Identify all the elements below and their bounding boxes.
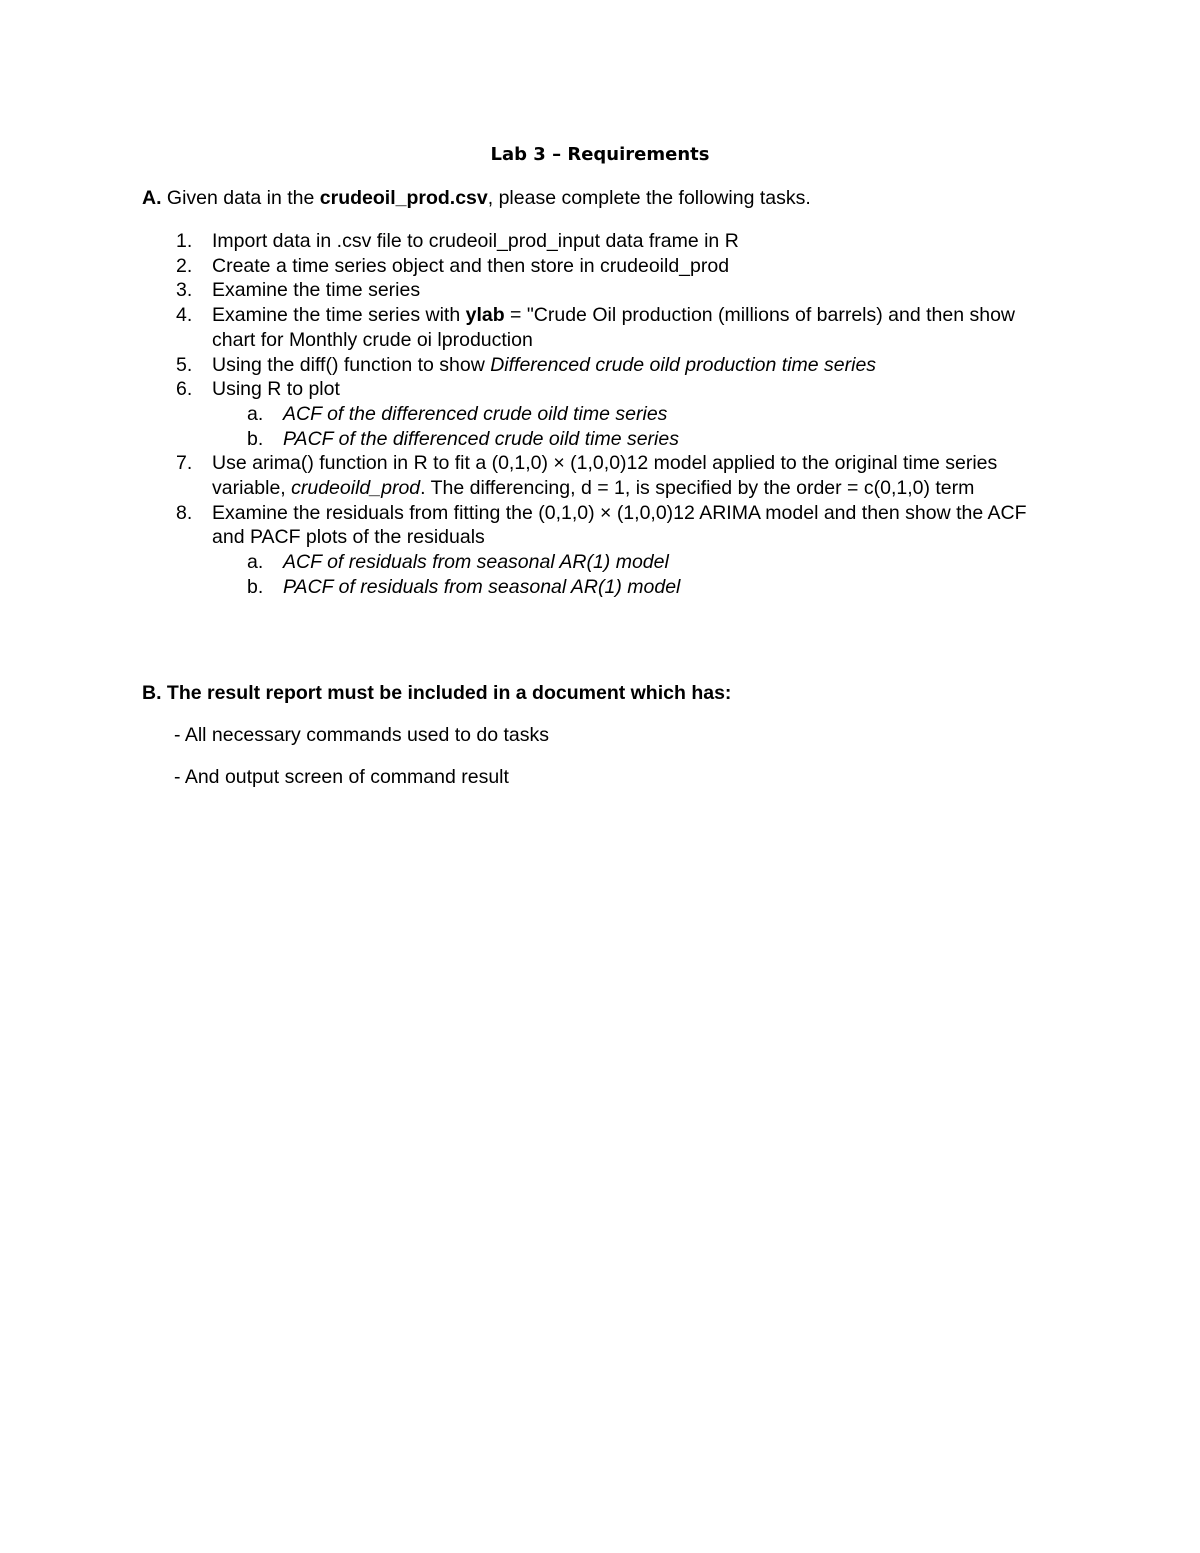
task-number: 8.: [176, 501, 193, 524]
section-a-label: A.: [142, 187, 162, 209]
task-item-1: [142, 229, 1062, 254]
section-a-intro: [142, 186, 811, 211]
task-text-before: Using the diff() function to show: [212, 353, 491, 376]
subtask-letter: a.: [247, 551, 264, 574]
subtask-item-6a: [142, 402, 1062, 427]
task-item-7: [142, 451, 1062, 500]
ylab-keyword: ylab: [465, 304, 505, 327]
subtask-letter: b.: [247, 575, 264, 598]
task-text: Import data in .csv file to crudeoil_prod_input data frame in R: [212, 230, 739, 252]
task-text-after: = "Crude Oil production (millions of barrels) and then show chart for Monthly crude oi lproduction: [212, 304, 1016, 351]
task-text-after: . The differencing, d = 1, is specified by the order = c(0,1,0) term: [420, 477, 975, 500]
intro-text-after: , please complete the following tasks.: [487, 187, 811, 209]
task-text: Examine the time series: [212, 279, 421, 302]
task-number: 1.: [176, 230, 193, 252]
task-text: Create a time series object and then store in crudeoild_prod: [212, 254, 730, 277]
page-title: Lab 3 – Requirements: [490, 144, 710, 165]
task-number: 6.: [176, 378, 193, 401]
task-number: 4.: [176, 304, 193, 327]
subtask-item-8a: [142, 550, 1062, 575]
subtask-letter: b.: [247, 427, 264, 450]
task-item-8: [142, 501, 1062, 550]
task-text-italic: Differenced crude oild production time series: [490, 353, 877, 376]
task-item-2: [142, 254, 1062, 279]
task-text: Examine the residuals from fitting the (0,1,0) × (1,0,0)12 ARIMA model and then show the ACF and PACF plots of the residuals: [212, 501, 1027, 549]
section-b-heading: B. The result report must be included in a document which has:: [142, 682, 732, 704]
task-text: Using R to plot: [212, 378, 340, 401]
subtask-item-8b: [142, 575, 1062, 600]
task-number: 3.: [176, 279, 193, 302]
intro-text-before: Given data in the: [161, 187, 320, 209]
task-item-3: [142, 278, 1062, 303]
task-number: 7.: [176, 452, 193, 475]
task-item-6: [142, 377, 1062, 402]
subtask-text: ACF of the differenced crude oild time series: [283, 402, 668, 425]
file-name: crudeoil_prod.csv: [319, 187, 488, 209]
subtask-letter: a.: [247, 402, 264, 425]
section-b-bullet: - All necessary commands used to do tasks: [174, 724, 550, 746]
task-item-5: [142, 353, 1062, 378]
subtask-text: PACF of residuals from seasonal AR(1) model: [283, 575, 681, 598]
subtask-item-6b: [142, 427, 1062, 452]
task-item-4: [142, 303, 1062, 352]
task-number: 5.: [176, 353, 193, 376]
task-number: 2.: [176, 254, 193, 277]
task-text-italic: crudeoild_prod: [291, 477, 421, 500]
subtask-text: ACF of residuals from seasonal AR(1) model: [283, 551, 669, 574]
task-text-before: Use arima() function in R to fit a (0,1,0) × (1,0,0)12 model applied to the original time series variable,: [212, 452, 998, 500]
subtask-text: PACF of the differenced crude oild time series: [283, 427, 679, 450]
section-b-bullet: - And output screen of command result: [174, 766, 509, 788]
task-list: [142, 229, 1062, 600]
task-text-before: Examine the time series with: [212, 304, 466, 327]
